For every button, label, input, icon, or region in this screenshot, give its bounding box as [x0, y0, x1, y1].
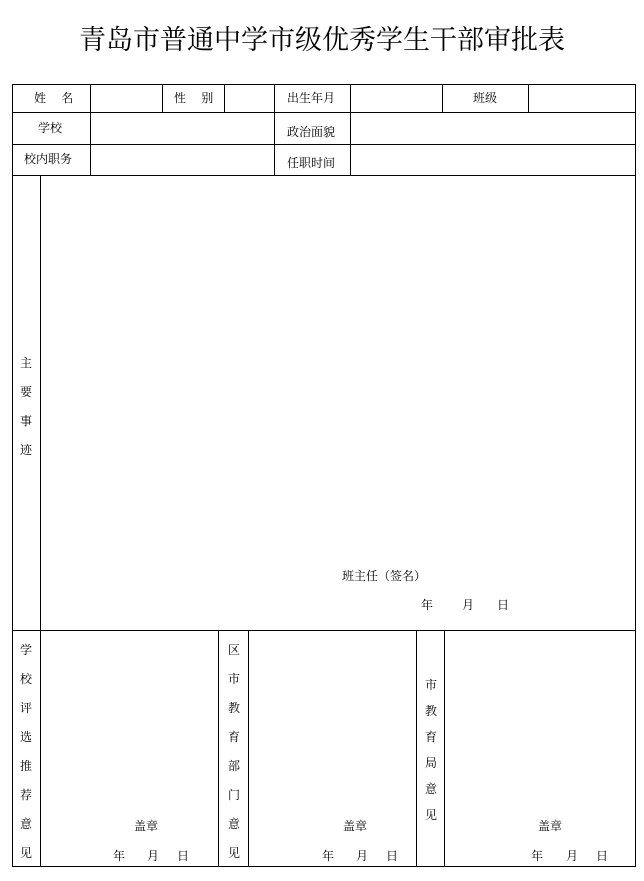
table-border-top	[12, 84, 636, 85]
label-char: 育	[424, 730, 437, 744]
city-opinion-label	[424, 678, 438, 834]
date-day: 日	[596, 849, 609, 863]
date-day: 日	[386, 849, 399, 863]
label-char: 见	[227, 846, 240, 860]
label-char: 评	[19, 701, 32, 715]
column-divider	[528, 84, 529, 112]
main-deeds-field[interactable]	[50, 186, 625, 556]
label-char: 门	[227, 788, 240, 802]
district-opinion-label	[227, 643, 241, 875]
date-year: 年	[322, 849, 335, 863]
birth-date-label: 出生年月	[287, 91, 336, 105]
school-opinion-label	[19, 643, 33, 875]
label-char: 迹	[19, 443, 32, 457]
date-year: 年	[421, 598, 434, 612]
school-position-label: 校内职务	[24, 152, 73, 166]
column-divider	[218, 630, 219, 866]
label-char: 意	[227, 817, 240, 831]
term-label: 任职时间	[287, 156, 336, 170]
date-year: 年	[113, 849, 126, 863]
column-divider	[416, 630, 417, 866]
column-divider	[444, 630, 445, 866]
label-char: 主	[19, 356, 32, 370]
label-char: 校	[19, 672, 32, 686]
label-char: 市	[424, 678, 437, 692]
label-char: 选	[19, 730, 32, 744]
date-month: 月	[566, 849, 579, 863]
date-month: 月	[462, 598, 475, 612]
city-seal-label: 盖章	[538, 819, 563, 833]
label-char: 教	[227, 701, 240, 715]
column-divider	[350, 84, 351, 175]
label-char: 见	[19, 846, 32, 860]
label-char: 局	[424, 756, 437, 770]
class-label: 班级	[473, 91, 498, 105]
row-divider	[12, 112, 636, 113]
column-divider	[248, 630, 249, 866]
date-month: 月	[147, 849, 160, 863]
political-status-label: 政治面貌	[287, 125, 336, 139]
label-char: 学	[19, 643, 32, 657]
teacher-signature-label: 班主任（签名）	[342, 569, 427, 583]
date-year: 年	[531, 849, 544, 863]
school-label: 学校	[38, 121, 63, 135]
date-month: 月	[356, 849, 369, 863]
date-day: 日	[497, 598, 510, 612]
district-seal-label: 盖章	[343, 819, 368, 833]
label-char: 见	[424, 808, 437, 822]
column-divider	[442, 84, 443, 112]
column-divider	[40, 175, 41, 866]
gender-label: 性 别	[174, 91, 214, 105]
label-char: 意	[424, 782, 437, 796]
column-divider	[90, 84, 91, 175]
table-border-bottom	[12, 866, 636, 867]
column-divider	[274, 84, 275, 175]
label-char: 育	[227, 730, 240, 744]
label-char: 荐	[19, 788, 32, 802]
label-char: 区	[227, 643, 240, 657]
column-divider	[162, 84, 163, 112]
label-char: 要	[19, 385, 32, 399]
form-title: 青岛市普通中学市级优秀学生干部审批表	[79, 25, 565, 56]
label-char: 部	[227, 759, 240, 773]
row-divider	[12, 630, 636, 631]
name-label: 姓 名	[34, 91, 74, 105]
date-day: 日	[177, 849, 190, 863]
row-divider	[12, 144, 636, 145]
table-border-left	[12, 84, 13, 867]
label-char: 事	[19, 414, 32, 428]
label-char: 教	[424, 704, 437, 718]
label-char: 市	[227, 672, 240, 686]
school-seal-label: 盖章	[134, 819, 159, 833]
main-deeds-label	[19, 356, 33, 472]
column-divider	[224, 84, 225, 112]
table-border-right	[635, 84, 636, 867]
label-char: 意	[19, 817, 32, 831]
label-char: 推	[19, 759, 32, 773]
row-divider	[12, 175, 636, 176]
